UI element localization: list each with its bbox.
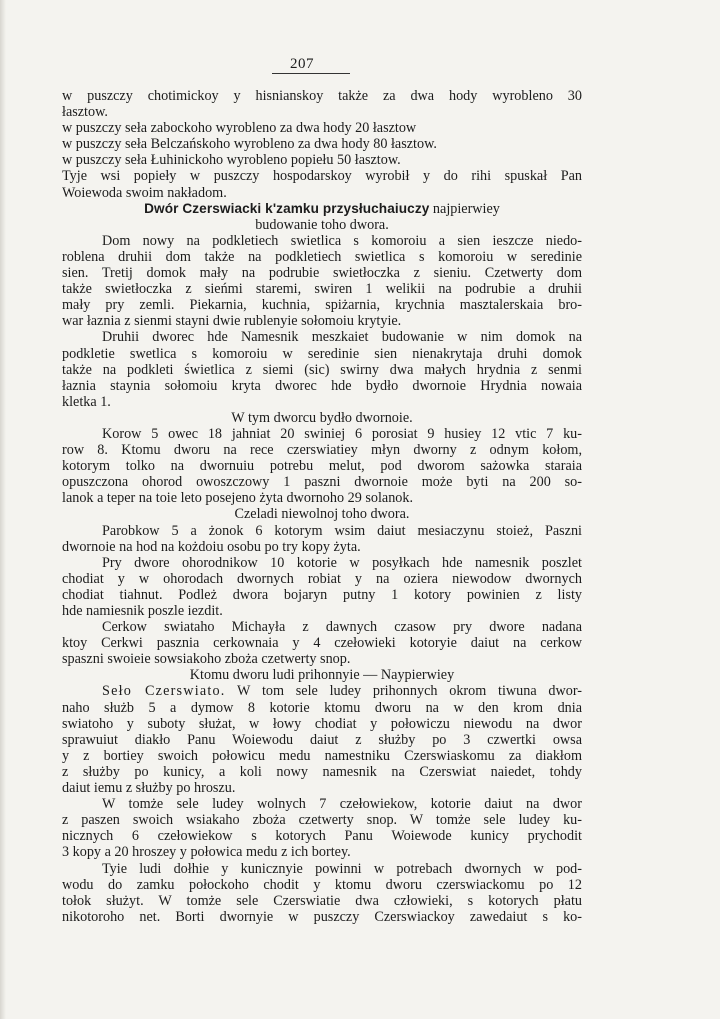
text-line xyxy=(62,667,582,683)
line-text: spaszni swoieie sowsiakoho zboża czetwerty snop. xyxy=(62,651,351,668)
text-line xyxy=(62,748,582,764)
text-line xyxy=(62,844,582,860)
text-line xyxy=(62,233,582,249)
text-line xyxy=(62,861,582,877)
line-text: najpierwiey xyxy=(429,200,500,217)
text-line xyxy=(62,362,582,378)
line-text: Druhii dworec hde Namesnik meszkaiet budowanie w nim domok na xyxy=(102,329,582,346)
line-text: łasztow. xyxy=(62,104,108,121)
text-line xyxy=(62,152,582,168)
line-text: Czeladi niewolnoj toho dwora. xyxy=(234,506,410,523)
text-line xyxy=(62,168,582,184)
line-text: war łaznia z sienmi stayni dwie rublenyie sołomoiu krytyie. xyxy=(62,313,402,330)
text-line xyxy=(62,490,582,506)
text-line xyxy=(62,716,582,732)
text-line xyxy=(62,893,582,909)
text-line xyxy=(62,410,582,426)
text-line xyxy=(62,426,582,442)
line-text: 3 kopy a 20 hroszey y połowica medu z ich bortey. xyxy=(62,844,351,861)
text-line xyxy=(62,619,582,635)
line-text: Tyie ludi dołhie y kunicznyie powinni w potrebach dwornych w pod- xyxy=(102,860,582,877)
line-text: swiatoho y suboty służat, w łowy chodiat y połowiczu niewodu na dwor xyxy=(62,715,582,732)
line-text: roblena druhii dom także na podkletiech swietlica s komoroiu w seredinie xyxy=(62,248,582,265)
line-text: naho służb 5 a dymow 8 kotorie ktomu dworu na w den krom dnia xyxy=(62,699,582,716)
line-text: sien. Tretij domok mały na podrubie swietłoczka z sieniu. Czetwerty dom xyxy=(62,265,582,282)
line-text: Ktomu dworu ludi prihonnyie — Naypierwiey xyxy=(189,667,455,684)
page-number-rule xyxy=(272,73,350,74)
text-line xyxy=(62,571,582,587)
line-text: chodiat tiahnut. Podleż dwora bojaryn putny 1 kotory powinien z listy xyxy=(62,586,582,603)
text-line xyxy=(62,523,582,539)
line-text: w puszczy seła Łuhinickoho wyrobleno popiełu 50 łasztow. xyxy=(62,152,401,169)
line-text: budowanie toho dwora. xyxy=(255,216,389,233)
scan-left-edge xyxy=(0,0,6,1019)
line-text: Tyje wsi popieły w puszczy hospodarskoy wyrobił y do rihi spuskał Pan xyxy=(62,168,582,185)
line-text: także na podkleti świetlica z siemi (sic) swirny dwa małych hrydnia z senmi xyxy=(62,361,582,378)
text-line xyxy=(62,474,582,490)
text-line xyxy=(62,909,582,925)
text-line xyxy=(62,442,582,458)
text-line xyxy=(62,313,582,329)
text-line xyxy=(62,120,582,136)
text-line xyxy=(62,217,582,233)
text-line xyxy=(62,88,582,104)
line-text: w puszczy seła zabockoho wyrobleno za dwa hody 20 łasztow xyxy=(62,120,417,137)
line-text: w puszczy seła Belczańskoho wyrobleno za dwa hody 80 łasztow. xyxy=(62,136,437,153)
text-line xyxy=(62,346,582,362)
line-text: dwornoie na hod na kożdoiu osobu po try kopy żyta. xyxy=(62,538,361,555)
line-text: Pry dwore ohorodnikow 10 kotorie w posyłkach hde namesnik poszlet xyxy=(102,554,582,571)
line-text: W tym dworcu bydło dwornoie. xyxy=(231,409,413,426)
text-line xyxy=(62,828,582,844)
text-line xyxy=(62,683,582,699)
line-text: y z bortiey swoich połowicu medu namestniku Czerswiaskomu za diakłom xyxy=(62,747,582,764)
text-line xyxy=(62,796,582,812)
text-line xyxy=(62,764,582,780)
line-text: hde namiesnik poszle iezdit. xyxy=(62,603,223,619)
text-line xyxy=(62,329,582,345)
line-text: Cerkow swiataho Michayła z dawnych czasow pry dwore nadana xyxy=(102,619,582,636)
line-text: lanok a teper na toie leto posejeno żyta dwornoho 29 solanok. xyxy=(62,490,414,507)
text-line xyxy=(62,506,582,522)
line-text: chodiat y w ohorodach dwornych robiat y na oziera niewodow dwornych xyxy=(62,570,582,587)
text-line xyxy=(62,780,582,796)
line-text: W tom sele ludey prihonnych okrom tiwuna dwor- xyxy=(225,683,583,700)
text-line xyxy=(62,378,582,394)
text-line xyxy=(62,732,582,748)
line-text: daiut iemu z służby po hroszu. xyxy=(62,780,236,797)
line-text: opuszczona ohorod owoszczowy 1 paszni dwornoie może byti na 200 so- xyxy=(62,474,582,491)
text-line xyxy=(62,136,582,152)
spaced-place-name: Seło Czerswiato. xyxy=(102,683,226,700)
line-text: w puszczy chotimickoy y hisnianskoy także za dwa hody wyrobleno 30 xyxy=(62,88,582,104)
line-text: nicznych 6 czełowiekow s kotorych Panu Woiewode kunicy prychodit xyxy=(62,828,582,845)
text-line xyxy=(62,281,582,297)
line-text: sprawuiut diakło Panu Woiewodu daiut z służby po 3 czwertki owsa xyxy=(62,731,582,748)
line-text: kotorym tolko na dwornuiu potrebu melut, pod dworom sażowka staraia xyxy=(62,458,582,475)
text-line xyxy=(62,185,582,201)
text-line xyxy=(62,812,582,828)
line-text: ktoy Cerkwi pasznia cerkownaia y 4 czełowieki kotoryie daiut na cerkow xyxy=(62,635,582,652)
line-text: W tomże sele ludey wolnych 7 czełowiekow, kotorie daiut na dwor xyxy=(102,796,582,813)
text-line xyxy=(62,249,582,265)
line-text: Woiewoda swoim nakładom. xyxy=(62,184,227,201)
line-text: wodu do zamku połockoho chodit y ktomu dworu czerswiackomu po 12 xyxy=(62,876,582,893)
text-line xyxy=(62,458,582,474)
text-line xyxy=(62,394,582,410)
line-text: tołok służyt. W tomże sele Czerswiatie dwa człowieki, s kotorych płatu xyxy=(62,892,582,909)
line-text: row 8. Ktomu dworu na rece czerswiatiey młyn dworny z odnym kołom, xyxy=(62,442,582,459)
document-text-block xyxy=(62,88,582,925)
text-line xyxy=(62,297,582,313)
text-line xyxy=(62,555,582,571)
line-text: mały pry zemli. Piekarnia, kuchnia, spiżarnia, krychnia masztalerskaia bro- xyxy=(62,297,582,314)
text-line xyxy=(62,651,582,667)
line-text: kletka 1. xyxy=(62,393,111,410)
line-text: łaznia staynia sołomoiu kryta dworec hde bydło dwornoie Hrydnia nowaia xyxy=(62,377,582,394)
text-line xyxy=(62,539,582,555)
line-text: z służby po kunicy, a koli nowy namesnik na Czerswiat naiedet, tohdy xyxy=(62,763,582,780)
text-line xyxy=(62,201,582,217)
line-text: nikotoroho net. Borti dwornyie w puszczy Czerswiackoy zawedaiut s ko- xyxy=(62,908,582,925)
line-text: także swietłoczka z sieńmi staremi, swiren 1 welikii na podrubie a druhii xyxy=(62,281,582,298)
line-text: podkletie swetlica s komoroiu w seredinie sien nienakrytaja druhi domok xyxy=(62,345,582,362)
line-text: Dom nowy na podkletiech swietlica s komoroiu a sien ieszcze niedo- xyxy=(102,232,582,249)
line-text: Korow 5 owec 18 jahniat 20 swiniej 6 porosiat 9 husiey 12 vtic 7 ku- xyxy=(102,425,582,442)
section-heading: Dwór Czerswiacki k'zamku przysłuchaiuczy xyxy=(144,200,430,216)
text-line xyxy=(62,635,582,651)
text-line xyxy=(62,104,582,120)
text-line xyxy=(62,265,582,281)
page-number: 207 xyxy=(290,56,314,72)
text-line xyxy=(62,603,582,619)
line-text: Parobkow 5 a żonok 6 kotorym wsim daiut mesiaczynu stoież, Paszni xyxy=(102,522,582,539)
text-line xyxy=(62,700,582,716)
text-line xyxy=(62,587,582,603)
text-line xyxy=(62,877,582,893)
line-text: z paszen swoich wsiakaho zboża czetwerty snop. W tomże sele ludey ku- xyxy=(62,812,582,829)
